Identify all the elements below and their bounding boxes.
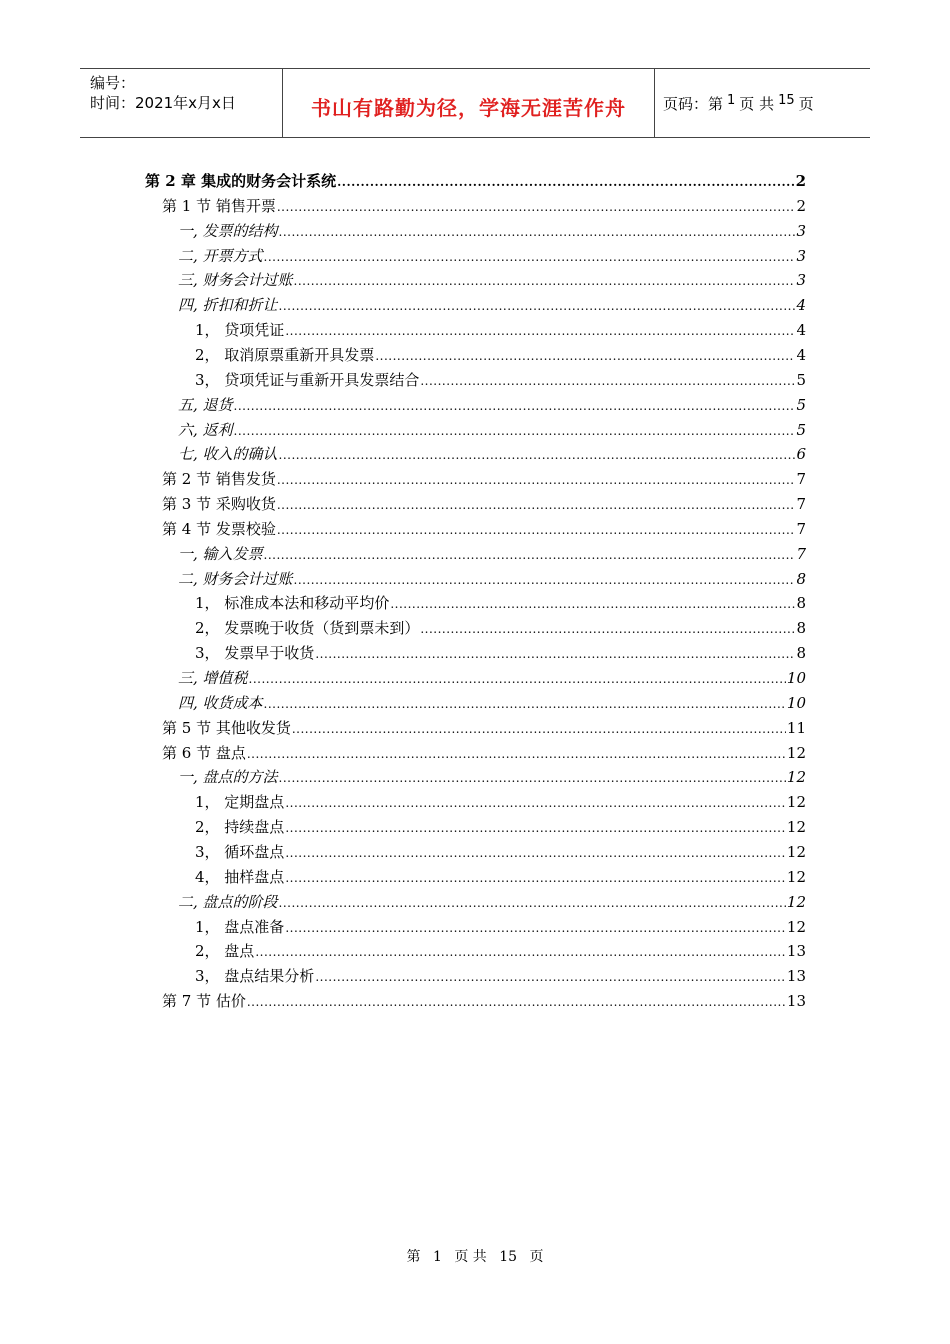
toc-entry-subsection[interactable] [178, 568, 806, 590]
toc-dot-leader [285, 817, 786, 839]
header-page-total: 15 [778, 92, 795, 108]
toc-entry-label: 4， 抽样盘点 [195, 867, 285, 886]
toc-entry-section[interactable] [162, 493, 806, 515]
footer-mid: 页 共 [454, 1249, 487, 1265]
toc-dot-leader [249, 668, 786, 690]
toc-entry-label: 2， 持续盘点 [195, 818, 285, 837]
toc-entry-subsection[interactable] [178, 443, 806, 465]
toc-entry-section[interactable] [162, 717, 806, 739]
toc-dot-leader [279, 295, 796, 317]
toc-entry-label: 一, 盘点的方法 [178, 768, 278, 787]
toc-entry-page: 4 [796, 296, 806, 315]
toc-dot-leader [375, 345, 795, 367]
toc-entry-page: 11 [786, 718, 806, 737]
toc-entry-item[interactable] [195, 592, 806, 614]
toc-entry-section[interactable] [162, 195, 806, 217]
toc-entry-subsection[interactable] [178, 891, 806, 913]
toc-entry-page: 8 [796, 644, 806, 663]
page-footer [0, 1246, 950, 1266]
toc-entry-label: 一, 输入发票 [178, 544, 263, 563]
toc-entry-item[interactable] [195, 916, 806, 938]
footer-page-number: 1 [432, 1249, 442, 1265]
toc-entry-label: 三, 财务会计过账 [178, 271, 293, 290]
toc-entry-subsection[interactable] [178, 543, 806, 565]
toc-entry-label: 3， 盘点结果分析 [195, 967, 315, 986]
toc-dot-leader [285, 867, 786, 889]
header-page-counter [663, 93, 814, 114]
toc-dot-leader [277, 494, 796, 516]
toc-entry-page: 13 [786, 967, 806, 986]
toc-entry-page: 12 [786, 842, 806, 861]
toc-entry-label: 第 7 节 估价 [162, 992, 246, 1011]
toc-entry-subsection[interactable] [178, 294, 806, 316]
toc-dot-leader [279, 221, 796, 243]
toc-entry-subsection[interactable] [178, 245, 806, 267]
toc-entry-page: 10 [786, 669, 806, 687]
toc-entry-label: 3， 发票早于收货 [195, 644, 315, 663]
header-page-mid: 页 共 [739, 94, 775, 113]
toc-dot-leader [277, 469, 796, 491]
toc-entry-section[interactable] [162, 742, 806, 764]
toc-entry-label: 二, 开票方式 [178, 246, 263, 265]
toc-entry-item[interactable] [195, 319, 806, 341]
toc-entry-subsection[interactable] [178, 667, 806, 689]
toc-entry-page: 12 [786, 793, 806, 812]
toc-entry-item[interactable] [195, 841, 806, 863]
toc-entry-page: 4 [796, 345, 806, 364]
toc-entry-section[interactable] [162, 518, 806, 540]
toc-dot-leader [279, 767, 786, 789]
toc-entry-page: 7 [796, 495, 806, 514]
toc-entry-page: 3 [796, 271, 806, 290]
toc-entry-label: 第 1 节 销售开票 [162, 196, 276, 215]
toc-dot-leader [390, 593, 795, 615]
toc-entry-label: 二, 财务会计过账 [178, 569, 293, 588]
toc-dot-leader [315, 966, 786, 988]
toc-entry-label: 2， 取消原票重新开具发票 [195, 345, 375, 364]
toc-entry-page: 12 [786, 917, 806, 936]
toc-entry-page: 3 [796, 246, 806, 265]
toc-entry-item[interactable] [195, 965, 806, 987]
toc-entry-page: 12 [786, 768, 806, 787]
toc-dot-leader [292, 718, 786, 740]
toc-entry-page: 5 [796, 420, 806, 439]
toc-entry-item[interactable] [195, 369, 806, 391]
header-page-info [655, 69, 870, 137]
toc-dot-leader [264, 544, 796, 566]
toc-dot-leader [285, 792, 786, 814]
toc-entry-page: 7 [796, 544, 806, 563]
toc-dot-leader [247, 743, 786, 765]
toc-entry-label: 3， 贷项凭证与重新开具发票结合 [195, 370, 420, 389]
toc-entry-item[interactable] [195, 617, 806, 639]
toc-entry-page: 5 [796, 370, 806, 389]
toc-entry-label: 1， 标准成本法和移动平均价 [195, 594, 390, 613]
toc-entry-page: 7 [796, 470, 806, 489]
toc-dot-leader [285, 917, 786, 939]
toc-entry-label: 第 5 节 其他收发货 [162, 718, 291, 737]
toc-dot-leader [294, 569, 796, 591]
toc-entry-item[interactable] [195, 791, 806, 813]
toc-entry-subsection[interactable] [178, 692, 806, 714]
toc-entry-item[interactable] [195, 940, 806, 962]
toc-entry-section[interactable] [162, 990, 806, 1012]
toc-entry-subsection[interactable] [178, 419, 806, 441]
toc-dot-leader [285, 842, 786, 864]
toc-entry-page: 7 [796, 519, 806, 538]
header-motto-cell [282, 69, 655, 137]
toc-entry-page: 6 [796, 445, 806, 464]
toc-entry-label: 四, 折扣和折让 [178, 296, 278, 315]
toc-entry-label: 第 6 节 盘点 [162, 743, 246, 762]
toc-entry-label: 六, 返利 [178, 420, 233, 439]
toc-entry-page: 13 [786, 942, 806, 961]
page-header [80, 68, 870, 138]
toc-entry-label: 第 3 节 采购收货 [162, 495, 276, 514]
toc-dot-leader [294, 270, 796, 292]
header-page-number: 1 [727, 92, 736, 108]
header-page-end: 页 [798, 94, 814, 113]
toc-dot-leader [420, 618, 795, 640]
toc-dot-leader [247, 991, 786, 1013]
toc-entry-label: 二, 盘点的阶段 [178, 892, 278, 911]
header-meta [80, 69, 282, 137]
toc-entry-label: 七, 收入的确认 [178, 445, 278, 464]
toc-dot-leader [277, 519, 796, 541]
toc-dot-leader [315, 643, 795, 665]
toc-entry-label: 第 2 节 销售发货 [162, 470, 276, 489]
toc-entry-page: 3 [796, 221, 806, 240]
footer-prefix: 第 [406, 1249, 421, 1265]
toc-entry-page: 12 [786, 892, 806, 911]
toc-entry-subsection[interactable] [178, 394, 806, 416]
toc-entry-page: 8 [796, 569, 806, 588]
toc-entry-label: 五, 退货 [178, 395, 233, 414]
toc-dot-leader [234, 420, 796, 442]
toc-entry-label: 第 4 节 发票校验 [162, 519, 276, 538]
toc-entry-label: 1， 贷项凭证 [195, 321, 285, 340]
toc-entry-label: 1， 定期盘点 [195, 793, 285, 812]
toc-entry-page: 8 [796, 594, 806, 613]
document-time-label: 时间：2021年x月x日 [90, 94, 236, 112]
toc-dot-leader [279, 892, 786, 914]
toc-entry-label: 一, 发票的结构 [178, 221, 278, 240]
toc-dot-leader [264, 693, 786, 715]
toc-entry-page: 5 [796, 395, 806, 414]
toc-dot-leader [234, 395, 796, 417]
toc-entry-label: 2， 盘点 [195, 942, 255, 961]
toc-entry-label: 第 2 章 集成的财务会计系统 [145, 172, 337, 190]
toc-entry-page: 12 [786, 818, 806, 837]
toc-entry-page: 12 [786, 867, 806, 886]
toc-dot-leader [255, 941, 786, 963]
toc-entry-section[interactable] [162, 468, 806, 490]
header-page-label: 页码：第 [663, 94, 724, 113]
toc-dot-leader [277, 196, 796, 218]
toc-entry-chapter[interactable] [145, 170, 806, 192]
toc-dot-leader [285, 320, 795, 342]
footer-page-total: 15 [499, 1249, 518, 1265]
toc-entry-label: 3， 循环盘点 [195, 842, 285, 861]
document-number-label: 编号： [90, 74, 136, 92]
header-motto: 书山有路勤为径，学海无涯苦作舟 [311, 95, 626, 120]
toc-entry-page: 2 [795, 172, 806, 190]
toc-entry-subsection[interactable] [178, 269, 806, 291]
toc-entry-page: 10 [786, 693, 806, 712]
toc-entry-subsection[interactable] [178, 766, 806, 788]
toc-dot-leader [264, 246, 796, 268]
toc-dot-leader [279, 444, 796, 466]
toc-entry-item[interactable] [195, 344, 806, 366]
toc-entry-page: 4 [796, 321, 806, 340]
toc-entry-label: 四, 收货成本 [178, 693, 263, 712]
toc-entry-label: 2， 发票晚于收货（货到票未到） [195, 619, 420, 638]
toc-dot-leader [420, 370, 795, 392]
footer-suffix: 页 [529, 1249, 544, 1265]
toc-entry-label: 1， 盘点准备 [195, 917, 285, 936]
toc-entry-page: 2 [796, 196, 806, 215]
toc-entry-page: 8 [796, 619, 806, 638]
toc-entry-item[interactable] [195, 816, 806, 838]
toc-entry-page: 13 [786, 992, 806, 1011]
toc-entry-page: 12 [786, 743, 806, 762]
toc-entry-label: 三, 增值税 [178, 669, 248, 687]
toc-dot-leader [337, 171, 794, 193]
toc-entry-item[interactable] [195, 866, 806, 888]
toc-entry-item[interactable] [195, 642, 806, 664]
toc-entry-subsection[interactable] [178, 220, 806, 242]
